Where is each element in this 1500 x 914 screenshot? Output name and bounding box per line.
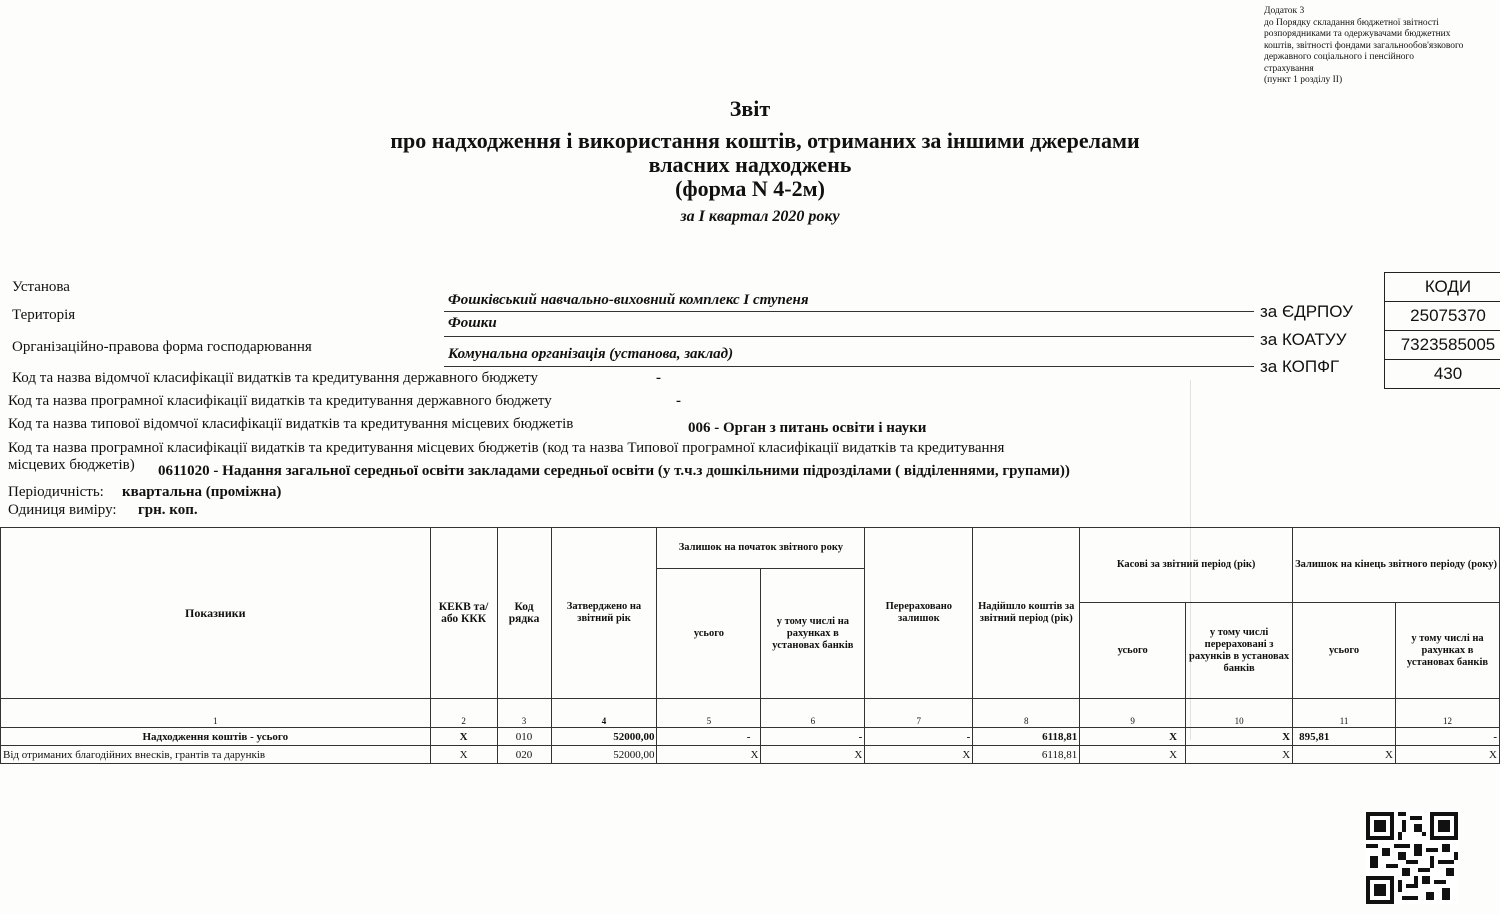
table-row bbox=[1, 728, 1500, 746]
departmental-state-label: Код та назва відомчої класифікації видатків та кредитування державного бюджету bbox=[12, 370, 538, 386]
row-approved: 52000,00 bbox=[551, 728, 657, 746]
column-number: 2 bbox=[430, 699, 497, 728]
legal-form-underline bbox=[444, 366, 1254, 367]
row-start-total: - bbox=[657, 728, 761, 746]
col-row-code-header: Код рядка bbox=[497, 528, 551, 699]
annex-note bbox=[1264, 6, 1500, 87]
col-cash-transferred-header: у тому числі перераховані з рахунків в установах банків bbox=[1186, 603, 1293, 699]
departmental-state-value: - bbox=[656, 370, 661, 386]
koatuu-label: за КОАТУУ bbox=[1260, 330, 1347, 349]
col-cash-total-header: усього bbox=[1080, 603, 1186, 699]
row-name: Надходження коштів - усього bbox=[1, 728, 431, 746]
report-table bbox=[0, 527, 1500, 764]
col-balance-start-total-header: усього bbox=[657, 569, 761, 699]
periodicity-label: Періодичність: bbox=[8, 484, 104, 500]
program-state-label: Код та назва програмної класифікації видатків та кредитування державного бюджету bbox=[8, 393, 552, 409]
row-transferred: X bbox=[865, 746, 973, 764]
header-row-1 bbox=[1, 528, 1500, 569]
row-received: 6118,81 bbox=[973, 746, 1080, 764]
institution-underline bbox=[444, 311, 1254, 312]
annex-line: Додаток 3 bbox=[1264, 6, 1305, 16]
kopfg-value: 430 bbox=[1433, 364, 1463, 383]
row-cash-transferred: X bbox=[1186, 746, 1293, 764]
col-balance-end-header: Залишок на кінець звітного періоду (року) bbox=[1293, 528, 1500, 603]
col-approved-header: Затверджено на звітний рік bbox=[551, 528, 657, 699]
codes-box bbox=[1384, 272, 1500, 389]
legal-form-label: Організаційно-правова форма господарювання bbox=[12, 339, 312, 355]
territory-value: Фошки bbox=[448, 315, 497, 331]
report-subtitle-1: про надходження і використання коштів, отриманих за іншими джерелами bbox=[390, 128, 1140, 153]
unit-value: грн. коп. bbox=[138, 502, 198, 518]
program-local-label-cont: місцевих бюджетів) bbox=[8, 457, 135, 473]
annex-line: страхування bbox=[1264, 63, 1314, 74]
row-end-banks: X bbox=[1396, 746, 1500, 764]
table-row bbox=[1, 746, 1500, 764]
row-received: 6118,81 bbox=[973, 728, 1080, 746]
column-number: 5 bbox=[657, 699, 761, 728]
row-start-banks: X bbox=[761, 746, 865, 764]
typical-local-label: Код та назва типової відомчої класифікації видатків та кредитування місцевих бюджетів bbox=[8, 416, 574, 432]
row-cash-total: X bbox=[1080, 746, 1186, 764]
col-balance-end-total-header: усього bbox=[1293, 603, 1396, 699]
row-start-total: X bbox=[657, 746, 761, 764]
column-number: 9 bbox=[1080, 699, 1186, 728]
col-cash-header: Касові за звітний період (рік) bbox=[1080, 528, 1293, 603]
row-approved: 52000,00 bbox=[551, 746, 657, 764]
annex-line: коштів, звітності фондами загальнообов'язкового bbox=[1264, 40, 1464, 51]
program-local-label: Код та назва програмної класифікації видатків та кредитування місцевих бюджетів (код та назва Типової програмної класифікації видатків та кредитування bbox=[8, 440, 1005, 456]
row-transferred: - bbox=[865, 728, 973, 746]
institution-label: Установа bbox=[12, 279, 70, 295]
row-end-total: 895,81 bbox=[1293, 728, 1396, 746]
column-number-row bbox=[1, 699, 1500, 728]
edrpou-value: 25075370 bbox=[1385, 302, 1500, 331]
column-number: 3 bbox=[497, 699, 551, 728]
col-kekv-header: КЕКВ та/або ККК bbox=[430, 528, 497, 699]
column-number: 1 bbox=[1, 699, 431, 728]
program-local-value: 0611020 - Надання загальної середньої освіти закладами середньої освіти (у т.ч.з дошкільними підрозділами ( відділеннями, групами)) bbox=[158, 463, 1070, 479]
annex-line: (пункт 1 розділу II) bbox=[1264, 75, 1343, 85]
row-start-banks: - bbox=[761, 728, 865, 746]
row-kekv: X bbox=[430, 746, 497, 764]
report-title: Звіт bbox=[729, 96, 771, 121]
row-cash-transferred: X bbox=[1186, 728, 1293, 746]
report-period: за I квартал 2020 року bbox=[680, 208, 840, 225]
typical-local-value: 006 - Орган з питань освіти і науки bbox=[688, 420, 927, 436]
qr-code-image bbox=[1366, 812, 1458, 904]
annex-line: до Порядку складання бюджетної звітності bbox=[1264, 17, 1439, 28]
row-cash-total: X bbox=[1080, 728, 1186, 746]
col-balance-start-header: Залишок на початок звітного року bbox=[657, 528, 865, 569]
row-end-total: X bbox=[1293, 746, 1396, 764]
row-code: 010 bbox=[497, 728, 551, 746]
col-transferred-header: Перераховано залишок bbox=[865, 528, 973, 699]
column-number: 12 bbox=[1396, 699, 1500, 728]
col-indicators-header: Показники bbox=[1, 528, 431, 699]
row-code: 020 bbox=[497, 746, 551, 764]
codes-title: КОДИ bbox=[1385, 273, 1500, 302]
institution-value: Фошківський навчально-виховний комплекс I ступеня bbox=[448, 292, 809, 308]
edrpou-label: за ЄДРПОУ bbox=[1260, 302, 1353, 321]
column-number: 10 bbox=[1186, 699, 1293, 728]
periodicity-value: квартальна (проміжна) bbox=[122, 484, 282, 500]
annex-line: державного соціального і пенсійного bbox=[1264, 52, 1414, 62]
legal-form-value: Комунальна організація (установа, заклад) bbox=[448, 346, 734, 362]
column-number: 7 bbox=[865, 699, 973, 728]
kopfg-label: за КОПФГ bbox=[1260, 357, 1340, 376]
territory-label: Територія bbox=[12, 307, 76, 323]
koatuu-value: 7323585005 bbox=[1385, 331, 1500, 360]
col-balance-end-banks-header: у тому числі на рахунках в установах банків bbox=[1396, 603, 1500, 699]
report-form-number: (форма N 4-2м) bbox=[675, 176, 825, 201]
report-subtitle-2: власних надходжень bbox=[648, 152, 852, 177]
row-kekv: X bbox=[430, 728, 497, 746]
annex-line: розпорядниками та одержувачами бюджетних bbox=[1264, 29, 1451, 39]
column-number: 4 bbox=[551, 699, 657, 728]
row-name: Від отриманих благодійних внесків, грантів та дарунків bbox=[1, 746, 431, 764]
unit-label: Одиниця виміру: bbox=[8, 502, 117, 518]
program-state-value: - bbox=[676, 393, 681, 409]
col-received-header: Надійшло коштів за звітний період (рік) bbox=[973, 528, 1080, 699]
column-number: 8 bbox=[973, 699, 1080, 728]
column-number: 6 bbox=[761, 699, 865, 728]
col-balance-start-banks-header: у тому числі на рахунках в установах банків bbox=[761, 569, 865, 699]
column-number: 11 bbox=[1293, 699, 1396, 728]
row-end-banks: - bbox=[1396, 728, 1500, 746]
territory-underline bbox=[444, 336, 1254, 337]
